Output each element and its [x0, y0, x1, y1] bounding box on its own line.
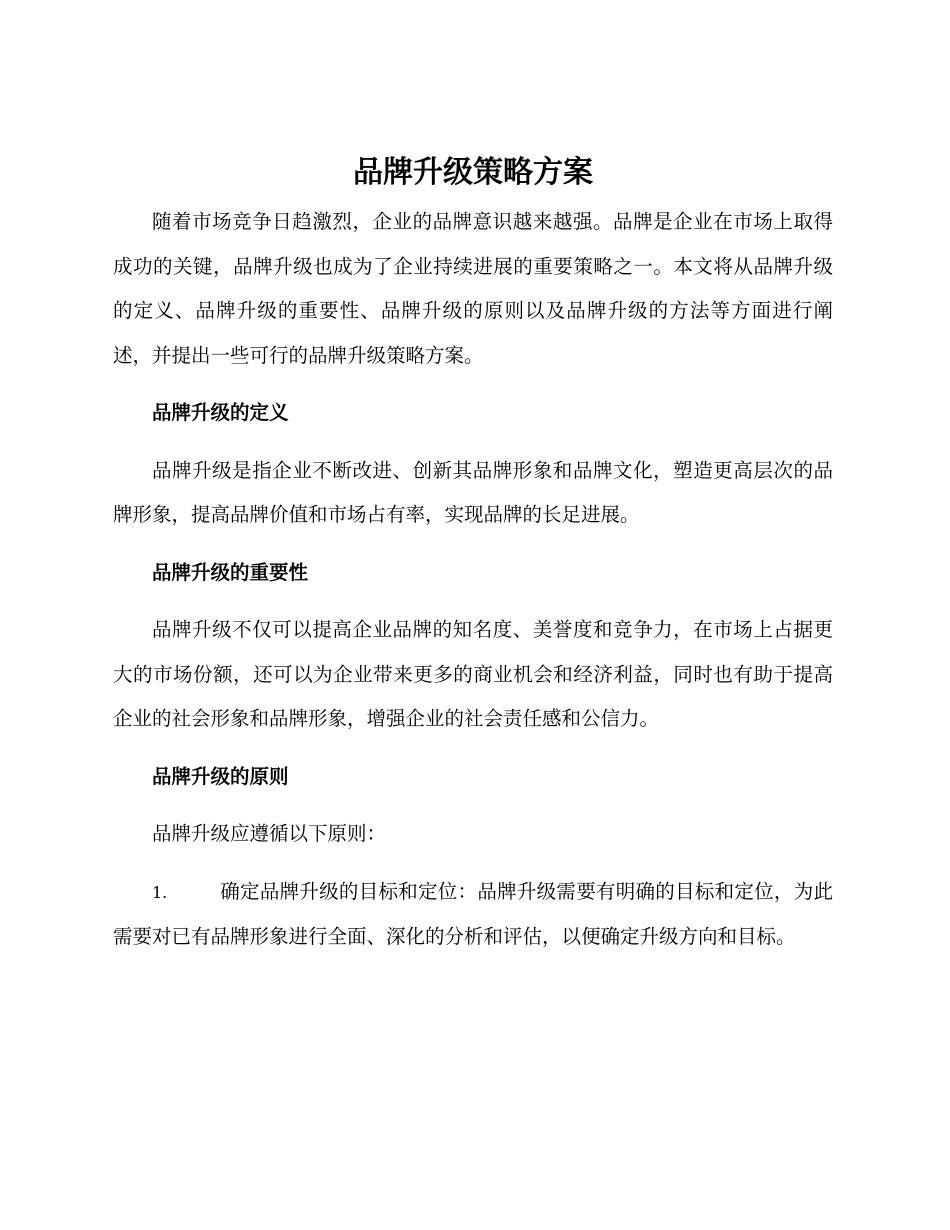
- list-item-number: 1.: [152, 882, 168, 902]
- list-item-text: 确定品牌升级的目标和定位：品牌升级需要有明确的目标和定位，为此需要对已有品牌形象进行全面、深化的分析和评估，以便确定升级方向和目标。: [113, 879, 833, 948]
- section-body-principles: 品牌升级应遵循以下原则：: [152, 822, 387, 845]
- list-item: [113, 870, 833, 960]
- section-body-importance: 品牌升级不仅可以提高企业品牌的知名度、美誉度和竞争力，在市场上占据更大的市场份额，还可以为企业带来更多的商业机会和经济利益，同时也有助于提高企业的社会形象和品牌形象，增强企业的社会责任感和公信力。: [113, 618, 833, 730]
- section-heading-importance: 品牌升级的重要性: [152, 560, 309, 584]
- intro-paragraph: 随着市场竞争日趋激烈，企业的品牌意识越来越强。品牌是企业在市场上取得成功的关键，品牌升级也成为了企业持续进展的重要策略之一。本文将从品牌升级的定义、品牌升级的重要性、品牌升级的原则以及品牌升级的方法等方面进行阐述，并提出一些可行的品牌升级策略方案。: [113, 210, 833, 367]
- document-page: [113, 150, 833, 960]
- section-body-definition: 品牌升级是指企业不断改进、创新其品牌形象和品牌文化，塑造更高层次的品牌形象，提高品牌价值和市场占有率，实现品牌的长足进展。: [113, 458, 833, 526]
- section-heading-principles: 品牌升级的原则: [152, 764, 289, 788]
- document-title: 品牌升级策略方案: [353, 155, 593, 190]
- section-heading-definition: 品牌升级的定义: [152, 401, 289, 424]
